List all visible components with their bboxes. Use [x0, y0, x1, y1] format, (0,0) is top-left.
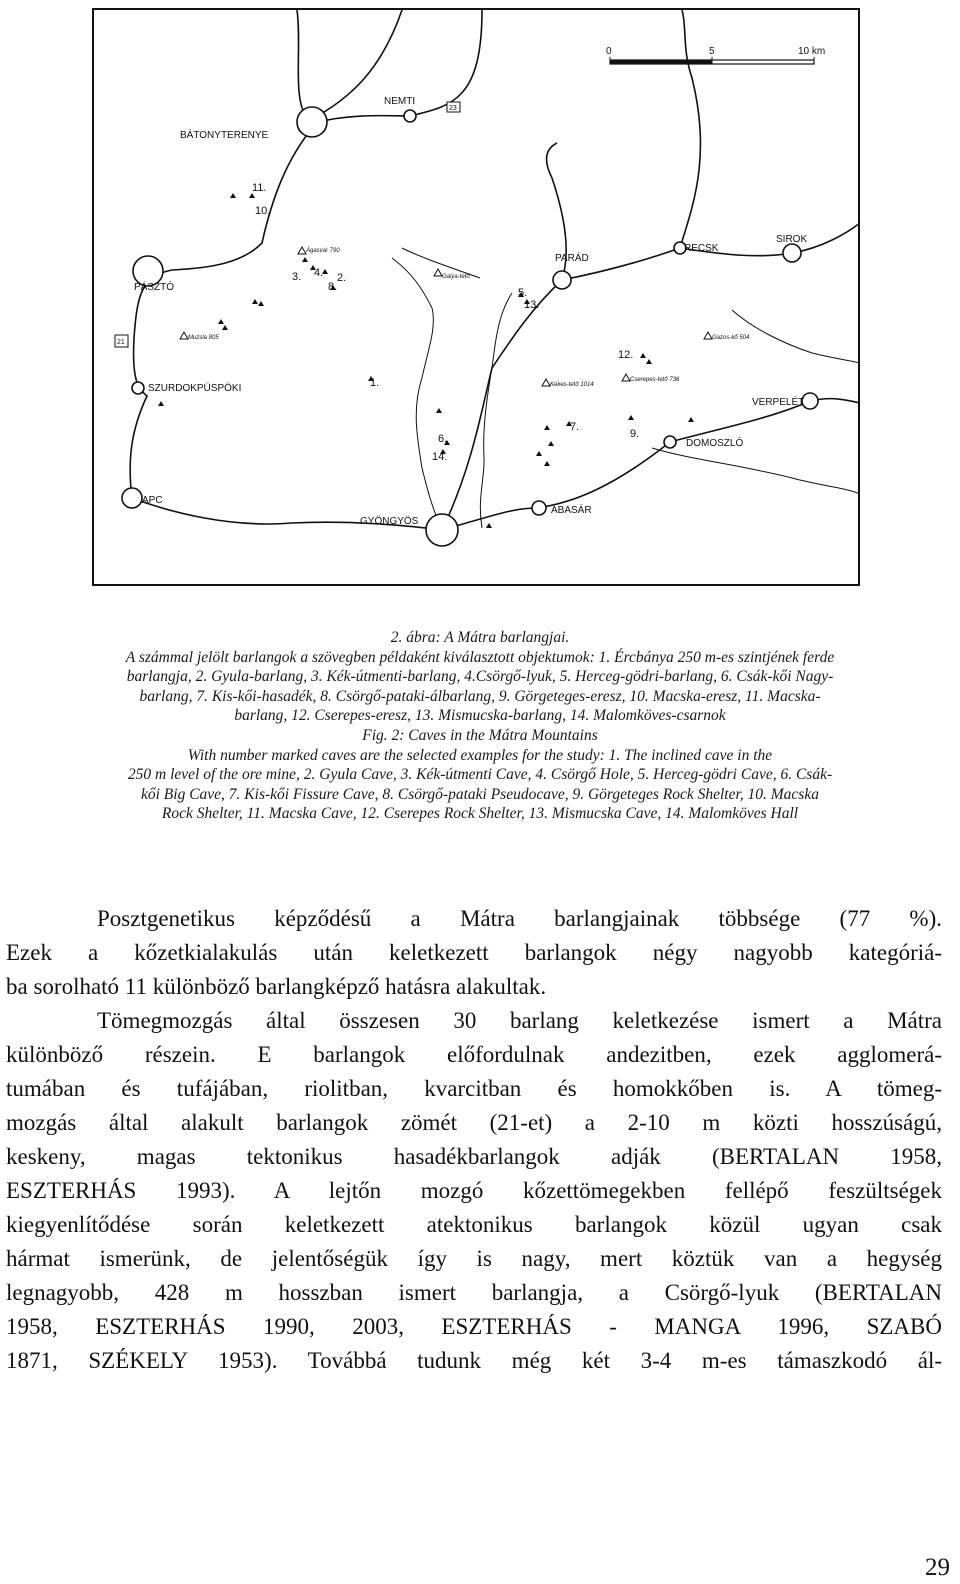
paragraph-line: hármat ismerünk, de jelentőségük így is nagy, mert köztük van a hegység — [6, 1246, 942, 1271]
caption-en-title: Fig. 2: Caves in the Mátra Mountains — [362, 726, 598, 744]
cave-number-8: 8. — [328, 281, 338, 293]
paragraph-line: Tömegmozgás által összesen 30 barlang keletkezése ismert a Mátra — [97, 1008, 942, 1033]
label-recsk: RECSK — [684, 243, 719, 254]
label-batonyterenye: BÁTONYTERENYE — [180, 130, 269, 141]
caption-en-line: 250 m level of the ore mine, 2. Gyula Cave, 3. Kék-útmenti Cave, 4. Csörgő Hole, 5. Herceg-gödri Cave, 6. Csák- — [127, 766, 833, 784]
peak-kekes: Kékes-tető 1014 — [550, 382, 594, 388]
caption-hu-line: barlang, 7. Kis-kői-hasadék, 8. Csörgő-pataki-álbarlang, 9. Görgeteges-eresz, 10. Macska-eresz, 11. Macska- — [139, 687, 821, 705]
paragraph-line: különböző részein. E barlangok előfordulnak andezitben, ezek agglomerá- — [6, 1042, 942, 1067]
paragraph-line: mozgás által alakult barlangok zömét (21-et) a 2-10 m közti hosszúságú, — [6, 1110, 942, 1135]
cave-number-12: 12. — [618, 349, 634, 361]
scale-label-10km: 10 km — [798, 46, 826, 57]
town-abasar — [532, 501, 546, 515]
road-23-label: 23 — [449, 105, 457, 112]
label-sirok: SIROK — [776, 234, 808, 245]
label-verpelet: VERPELÉT — [752, 397, 805, 408]
caves-map — [92, 8, 860, 588]
cave-number-9: 9. — [630, 428, 640, 440]
label-domoszlo: DOMOSZLÓ — [686, 438, 744, 449]
body-text — [6, 902, 942, 1378]
scale-label-0: 0 — [606, 46, 612, 57]
paragraph-line: keskeny, magas tektonikus hasadékbarlangok adják (BERTALAN 1958, — [6, 1144, 942, 1169]
peak-muzsla: Muzsla 805 — [188, 335, 219, 341]
page-number: 29 — [925, 1554, 950, 1581]
town-apc — [122, 488, 142, 508]
label-apc: APC — [142, 495, 163, 506]
caption-hu-line: A számmal jelölt barlangok a szövegben példaként kiválasztott objektumok: 1. Ércbánya 250 m-es szintjének ferde — [125, 648, 835, 666]
peak-cserepes: Cserepes-tető 736 — [630, 377, 680, 383]
town-nemti — [404, 110, 416, 122]
cave-number-2: 2. — [337, 272, 347, 284]
caption-hu-title: 2. ábra: A Mátra barlangjai. — [390, 629, 570, 646]
caption-hu-line: barlangja, 2. Gyula-barlang, 3. Kék-útmenti-barlang, 4.Csörgő-lyuk, 5. Herceg-gödri-barlang, 6. Csák-kői Nagy- — [126, 668, 834, 686]
label-abasar: ABASÁR — [551, 505, 592, 516]
caption-en-line: Rock Shelter, 11. Macska Cave, 12. Cserepes Rock Shelter, 13. Mismucska Cave, 14. Malomköves Hall — [161, 805, 799, 823]
label-gyongyos: GYÖNGYÖS — [360, 516, 419, 527]
figure-caption-hungarian — [0, 628, 960, 824]
caption-en-line: kői Big Cave, 7. Kis-kői Fissure Cave, 8. Csörgő-pataki Pseudocave, 9. Görgeteges Rock Shelter, 10. Macska — [141, 785, 819, 803]
caption-hu-line: barlang, 12. Cserepes-eresz, 13. Mismucska-barlang, 14. Malomköves-csarnok — [234, 707, 726, 725]
paragraph-line: 1871, SZÉKELY 1953). Továbbá tudunk még két 3-4 m-es támaszkodó ál- — [6, 1348, 942, 1373]
road-21-label: 21 — [117, 339, 125, 346]
paragraph-line: tumában és tufájában, riolitban, kvarcitban és homokkőben is. A tömeg- — [6, 1076, 942, 1101]
label-nemti: NEMTI — [384, 96, 416, 107]
town-szurdokpuspoki — [132, 382, 144, 394]
paragraph-line: 1958, ESZTERHÁS 1990, 2003, ESZTERHÁS - MANGA 1996, SZABÓ — [6, 1314, 942, 1339]
cave-number-13: 13. — [524, 299, 540, 311]
cave-number-7: 7. — [570, 421, 580, 433]
cave-number-4: 4. — [314, 267, 324, 279]
town-gyongyos — [426, 514, 458, 546]
peak-agasvar: Ágasvár 790 — [306, 248, 340, 254]
cave-number-5: 5. — [518, 287, 528, 299]
label-parad: PARÁD — [555, 253, 589, 264]
town-batonyterenye — [297, 107, 327, 137]
paragraph-line: legnagyobb, 428 m hosszban ismert barlangja, a Csörgő-lyuk (BERTALAN — [6, 1280, 942, 1305]
paragraph-line: Posztgenetikus képződésű a Mátra barlangjainak többsége (77 %). — [97, 906, 942, 931]
paragraph-line: Ezek a kőzetkialakulás után keletkezett barlangok négy nagyobb kategóriá- — [6, 940, 942, 965]
cave-number-14: 14. — [432, 451, 448, 463]
paragraph-line: ba sorolható 11 különböző barlangképző hatásra alakultak. — [6, 974, 547, 999]
cave-number-11: 11. — [252, 182, 267, 194]
cave-number-10: 10. — [255, 205, 271, 217]
scale-label-5: 5 — [709, 46, 715, 57]
caption-en-line: With number marked caves are the selected examples for the study: 1. The inclined cave in the — [187, 746, 773, 764]
town-domoszlo — [664, 436, 676, 448]
peak-galya: Galya-tető — [442, 274, 470, 280]
paragraph-line: kiegyenlítődése során keletkezett atektonikus barlangok közül ugyan csak — [6, 1212, 942, 1237]
map-frame — [93, 9, 859, 585]
cave-number-1: 1. — [370, 377, 380, 389]
cave-number-3: 3. — [292, 271, 302, 283]
label-szurdokpuspoki: SZURDOKPÜSPÖKI — [148, 383, 242, 394]
town-verpelet — [802, 393, 818, 409]
town-sirok — [783, 244, 801, 262]
label-paszto: PÁSZTÓ — [134, 282, 175, 293]
paragraph-line: ESZTERHÁS 1993). A lejtőn mozgó kőzettömegekben fellépő feszültségek — [6, 1178, 942, 1203]
cave-number-6: 6. — [438, 433, 448, 445]
town-parad — [553, 271, 571, 289]
peak-gazos-ko: Gazos-kő 504 — [712, 335, 750, 341]
